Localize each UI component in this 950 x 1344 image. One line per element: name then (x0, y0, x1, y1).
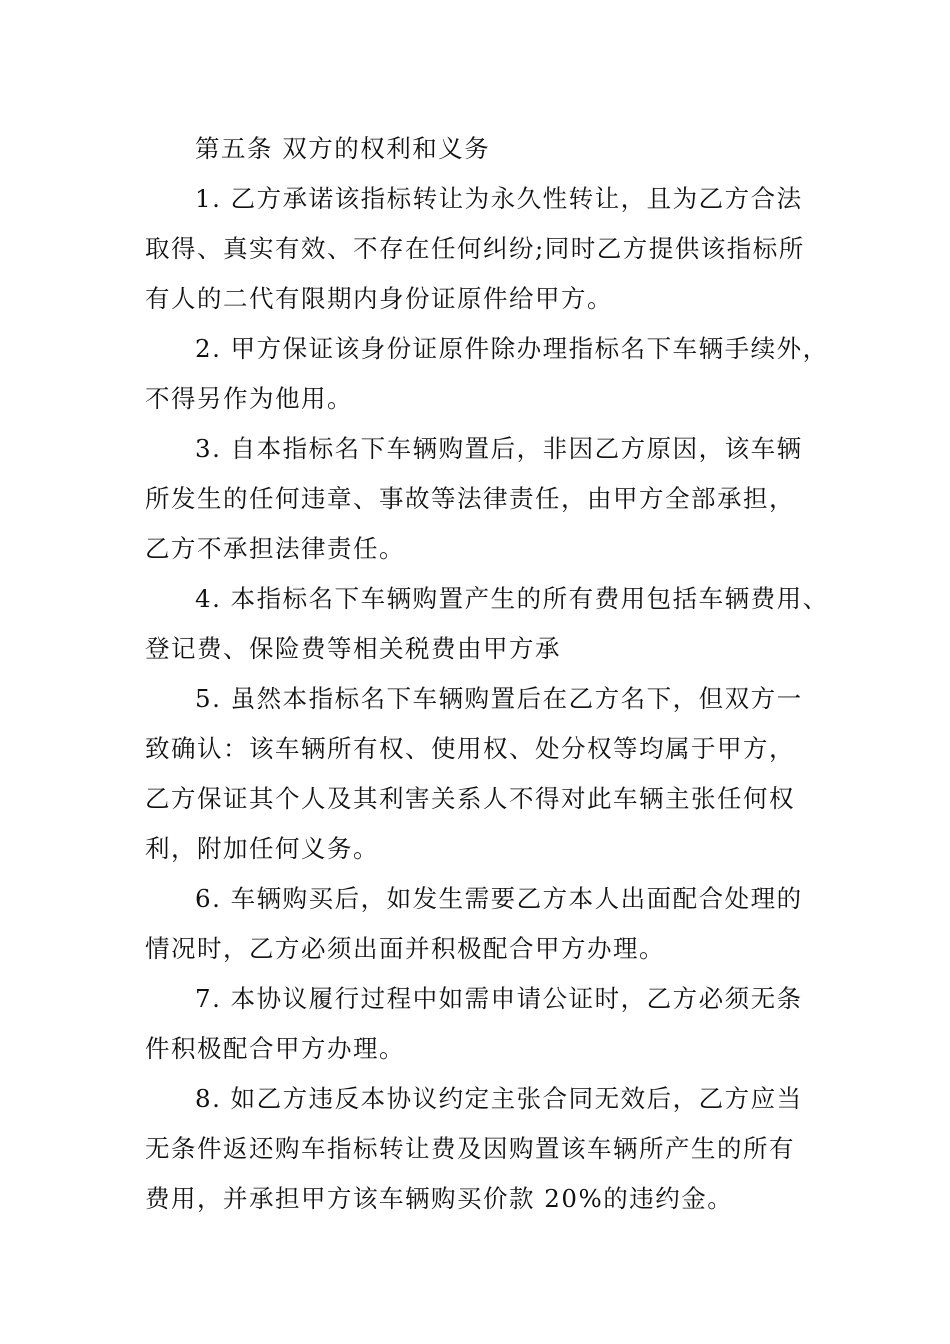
clause-line: 4. 本指标名下车辆购置产生的所有费用包括车辆费用、 (195, 584, 829, 613)
clause-3 (145, 424, 825, 574)
clause-line: 2. 甲方保证该身份证原件除办理指标名下车辆手续外， (195, 334, 829, 363)
clause-line: 无条件返还购车指标转让费及因购置该车辆所产生的所有 (145, 1134, 795, 1163)
clause-line: 所发生的任何违章、事故等法律责任，由甲方全部承担， (145, 484, 795, 513)
clause-8 (145, 1074, 825, 1224)
clause-1 (145, 174, 825, 324)
clause-line: 8. 如乙方违反本协议约定主张合同无效后，乙方应当 (195, 1084, 803, 1113)
clause-line: 1. 乙方承诺该指标转让为永久性转让，且为乙方合法 (195, 184, 803, 213)
clause-line: 5. 虽然本指标名下车辆购置后在乙方名下，但双方一 (195, 684, 803, 713)
clause-line: 登记费、保险费等相关税费由甲方承 (145, 634, 561, 663)
clause-line: 乙方保证其个人及其利害关系人不得对此车辆主张任何权 (145, 784, 795, 813)
clause-5 (145, 674, 825, 874)
clause-line: 7. 本协议履行过程中如需申请公证时，乙方必须无条 (195, 984, 803, 1013)
section-heading (145, 124, 825, 174)
clause-7 (145, 974, 825, 1074)
clause-line: 件积极配合甲方办理。 (145, 1034, 405, 1063)
clause-6 (145, 874, 825, 974)
clause-2 (145, 324, 829, 424)
clause-line: 不得另作为他用。 (145, 384, 353, 413)
clause-line: 乙方不承担法律责任。 (145, 534, 405, 563)
clause-line: 利，附加任何义务。 (145, 834, 379, 863)
clause-line: 致确认：该车辆所有权、使用权、处分权等均属于甲方， (145, 734, 795, 763)
clause-line: 6. 车辆购买后，如发生需要乙方本人出面配合处理的 (195, 884, 803, 913)
section-heading-text: 第五条 双方的权利和义务 (195, 134, 491, 163)
clause-line: 费用，并承担甲方该车辆购买价款 20%的违约金。 (145, 1184, 734, 1213)
clause-4 (145, 574, 829, 674)
clause-line: 3. 自本指标名下车辆购置后，非因乙方原因，该车辆 (195, 434, 803, 463)
clause-line: 有人的二代有限期内身份证原件给甲方。 (145, 284, 613, 313)
clause-line: 取得、真实有效、不存在任何纠纷;同时乙方提供该指标所 (145, 234, 805, 263)
clause-line: 情况时，乙方必须出面并积极配合甲方办理。 (145, 934, 665, 963)
document-body (145, 124, 829, 1224)
